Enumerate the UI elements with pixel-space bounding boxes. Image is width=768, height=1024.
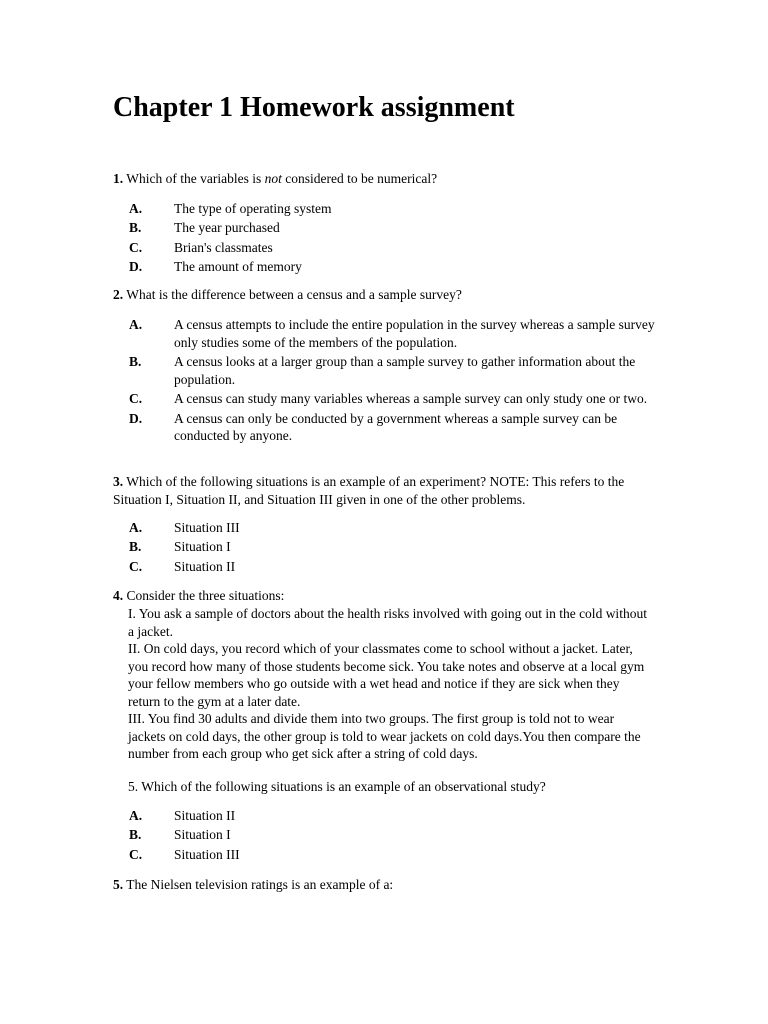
option-a	[129, 200, 659, 219]
option-text: Situation I	[174, 539, 231, 555]
question-text: Consider the three situations:	[126, 588, 285, 603]
option-letter: B.	[129, 827, 142, 843]
question-text: considered to be numerical?	[281, 171, 438, 186]
option-letter: A.	[129, 808, 143, 823]
question-1	[113, 170, 658, 188]
option-letter: B.	[129, 220, 142, 236]
option-text: A census attempts to include the entire population in the survey whereas a sample survey only studies some of the members of the population.	[174, 317, 655, 350]
question-1-options	[129, 200, 659, 277]
option-text: A census can only be conducted by a government whereas a sample survey can be conducted by anyone.	[174, 410, 618, 443]
option-text: A census looks at a larger group than a sample survey to gather information about the population.	[174, 354, 636, 387]
option-text: Situation III	[174, 520, 240, 535]
option-a	[129, 807, 659, 826]
option-c	[129, 846, 659, 865]
question-number: 4.	[113, 588, 124, 603]
option-letter: C.	[129, 239, 143, 255]
option-d	[129, 410, 659, 445]
question-text: Which of the following situations is an example of an experiment? NOTE: This refers to the Situation I, Situation II, and Situation III given in one of the other problems.	[113, 474, 625, 507]
option-d	[129, 258, 659, 277]
option-text: Brian's classmates	[174, 239, 273, 255]
question-number: 5.	[113, 877, 124, 892]
question-4-options	[129, 807, 659, 865]
option-c	[129, 239, 659, 258]
option-text: Situation II	[174, 558, 236, 574]
question-5	[113, 876, 658, 894]
sub-question: 5. Which of the following situations is an example of an observational study?	[128, 779, 546, 794]
question-2	[113, 286, 658, 304]
option-a	[129, 316, 659, 351]
question-2-options	[129, 316, 659, 447]
option-c	[129, 558, 659, 577]
question-3-options	[129, 519, 659, 577]
option-text: Situation I	[174, 827, 231, 843]
option-b	[129, 826, 659, 845]
question-text: What is the difference between a census and a sample survey?	[126, 287, 462, 302]
option-letter: D.	[129, 410, 143, 426]
question-3	[113, 473, 658, 508]
question-number: 3.	[113, 474, 124, 489]
option-b	[129, 538, 659, 557]
option-text: The year purchased	[174, 220, 280, 236]
page-title: Chapter 1 Homework assignment	[113, 92, 515, 123]
question-emphasis: not	[264, 171, 282, 186]
option-text: The amount of memory	[174, 258, 302, 274]
question-text: Which of the variables is	[126, 171, 265, 186]
option-a	[129, 519, 659, 538]
option-b	[129, 353, 659, 388]
option-text: Situation III	[174, 846, 240, 862]
option-letter: D.	[129, 258, 143, 274]
option-letter: B.	[129, 539, 142, 555]
question-number: 2.	[113, 287, 124, 302]
option-letter: A.	[129, 317, 143, 332]
situation-1: I. You ask a sample of doctors about the health risks involved with going out in the cold without a jacket.	[128, 606, 647, 639]
option-c	[129, 390, 659, 408]
question-4	[113, 587, 658, 605]
option-letter: A.	[129, 520, 143, 535]
option-letter: C.	[129, 391, 143, 406]
option-letter: B.	[129, 354, 142, 369]
option-text: Situation II	[174, 808, 236, 823]
option-letter: C.	[129, 558, 143, 574]
situation-2: II. On cold days, you record which of your classmates come to school without a jacket. Later, you record how many of those students become sick. You take notes and observe at a local gym your fellow members who go outside with a wet head and notice if they are sick when they return to the gym at a later date.	[128, 641, 645, 709]
option-text: A census can study many variables whereas a sample survey can only study one or two.	[174, 391, 648, 406]
option-letter: C.	[129, 846, 143, 862]
situation-3: III. You find 30 adults and divide them into two groups. The first group is told not to wear jackets on cold days, the other group is told to wear jackets on cold days.You then compare the number from each group who get sick after a string of cold days.	[128, 711, 641, 761]
question-text: The Nielsen television ratings is an example of a:	[126, 877, 394, 892]
option-b	[129, 219, 659, 238]
situations-block	[128, 605, 653, 763]
option-letter: A.	[129, 201, 143, 216]
question-number: 1.	[113, 171, 124, 186]
option-text: The type of operating system	[174, 201, 332, 216]
